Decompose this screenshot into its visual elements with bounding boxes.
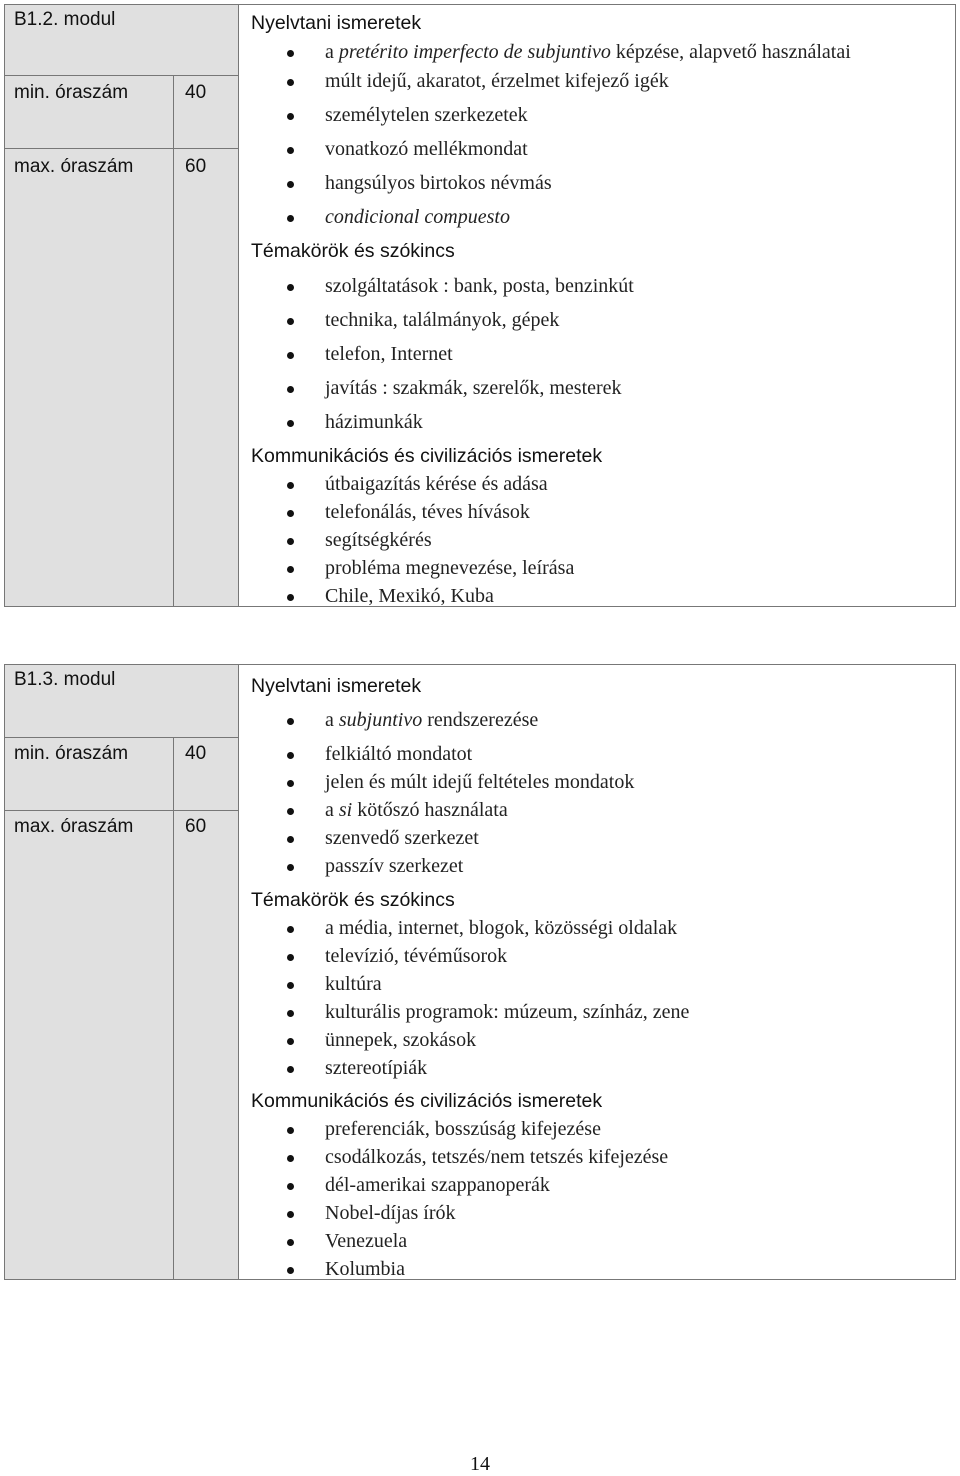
list-item: sztereotípiák (325, 1057, 428, 1079)
module-b1-2-table (4, 4, 956, 607)
min-hours-label: min. óraszám (14, 743, 129, 764)
list-item: telefon, Internet (325, 343, 453, 365)
min-hours-label: min. óraszám (14, 82, 129, 103)
list-item: a pretérito imperfecto de subjuntivo képzése, alapvető használatai (325, 41, 851, 63)
list-item: személytelen szerkezetek (325, 104, 528, 126)
list-item: múlt idejű, akaratot, érzelmet kifejező igék (325, 70, 669, 92)
max-hours-value: 60 (185, 816, 207, 837)
module-info-column (4, 4, 239, 607)
grammar-heading: Nyelvtani ismeretek (251, 12, 422, 34)
column-divider (173, 75, 174, 606)
row-divider (5, 810, 238, 811)
list-item: szolgáltatások : bank, posta, benzinkút (325, 275, 634, 297)
module-b1-3-table (4, 664, 956, 1280)
list-item: javítás : szakmák, szerelők, mesterek (325, 377, 622, 399)
grammar-heading: Nyelvtani ismeretek (251, 675, 422, 697)
list-item: kulturális programok: múzeum, színház, zene (325, 1001, 690, 1023)
list-item: a si kötőszó használata (325, 799, 508, 821)
list-item: felkiáltó mondatot (325, 743, 473, 765)
list-item: condicional compuesto (325, 206, 510, 228)
list-item: Kolumbia (325, 1258, 405, 1280)
list-item: segítségkérés (325, 529, 432, 551)
communication-heading: Kommunikációs és civilizációs ismeretek (251, 445, 603, 467)
row-divider (5, 148, 238, 149)
list-item: televízió, tévéműsorok (325, 945, 508, 967)
list-item: probléma megnevezése, leírása (325, 557, 575, 579)
list-item: technika, találmányok, gépek (325, 309, 560, 331)
list-item: vonatkozó mellékmondat (325, 138, 528, 160)
max-hours-value: 60 (185, 156, 207, 177)
page-number: 14 (470, 1453, 490, 1475)
communication-heading: Kommunikációs és civilizációs ismeretek (251, 1090, 603, 1112)
min-hours-value: 40 (185, 82, 207, 103)
list-item: dél-amerikai szappanoperák (325, 1174, 550, 1196)
list-item: Venezuela (325, 1230, 408, 1252)
list-item: ünnepek, szokások (325, 1029, 477, 1051)
max-hours-label: max. óraszám (14, 816, 134, 837)
list-item: telefonálás, téves hívások (325, 501, 530, 523)
list-item: csodálkozás, tetszés/nem tetszés kifejezése (325, 1146, 669, 1168)
module-content (239, 4, 956, 607)
topics-heading: Témakörök és szókincs (251, 889, 455, 911)
list-item: hangsúlyos birtokos névmás (325, 172, 552, 194)
max-hours-label: max. óraszám (14, 156, 134, 177)
list-item: Chile, Mexikó, Kuba (325, 585, 494, 607)
row-divider (5, 75, 238, 76)
module-info-column (4, 664, 239, 1280)
row-divider (5, 737, 238, 738)
column-divider (173, 737, 174, 1279)
list-item: preferenciák, bosszúság kifejezése (325, 1118, 601, 1140)
list-item: házimunkák (325, 411, 423, 433)
list-item: kultúra (325, 973, 382, 995)
module-content (239, 664, 956, 1280)
module-name: B1.3. modul (14, 669, 116, 690)
list-item: jelen és múlt idejű feltételes mondatok (325, 771, 635, 793)
min-hours-value: 40 (185, 743, 207, 764)
module-name: B1.2. modul (14, 9, 116, 30)
list-item: szenvedő szerkezet (325, 827, 479, 849)
list-item: passzív szerkezet (325, 855, 464, 877)
list-item: útbaigazítás kérése és adása (325, 473, 548, 495)
list-item: Nobel-díjas írók (325, 1202, 456, 1224)
list-item: a subjuntivo rendszerezése (325, 709, 539, 731)
list-item: a média, internet, blogok, közösségi oldalak (325, 917, 678, 939)
topics-heading: Témakörök és szókincs (251, 240, 455, 262)
